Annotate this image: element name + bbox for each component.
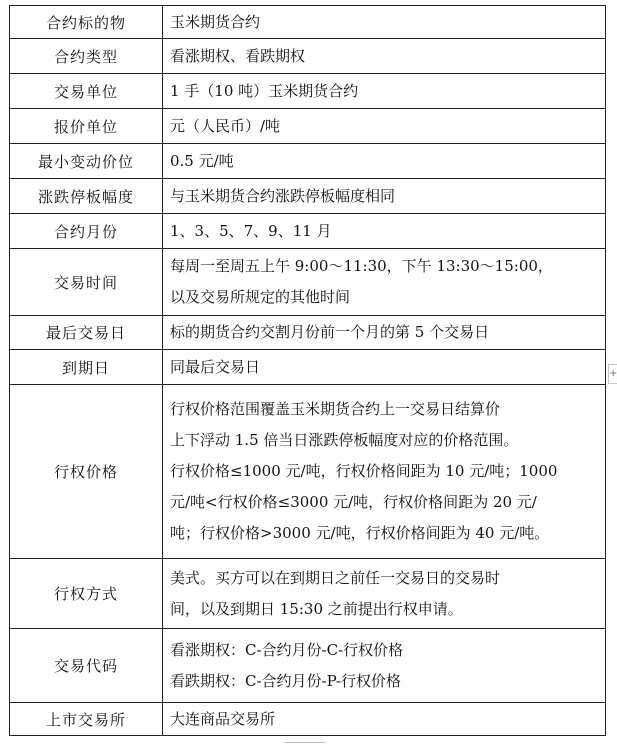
row-key: 报价单位 <box>10 109 163 144</box>
table-row <box>10 179 606 214</box>
table-row <box>10 144 606 179</box>
value-line: 玉米期货合约 <box>170 12 261 31</box>
row-value <box>163 629 606 703</box>
row-value <box>163 144 606 179</box>
table-row <box>10 39 606 74</box>
table-row <box>10 385 606 559</box>
row-key: 合约月份 <box>10 214 163 249</box>
table-row <box>10 703 606 736</box>
value-line: 吨；行权价格>3000 元/吨，行权价格间距为 40 元/吨。 <box>170 524 550 542</box>
table-row <box>10 629 606 703</box>
value-line: 0.5 元/吨 <box>170 151 234 170</box>
row-key: 到期日 <box>10 350 163 385</box>
table-row <box>10 350 606 385</box>
value-line: 元/吨<行权价格≤3000 元/吨，行权价格间距为 20 元/ <box>170 493 537 511</box>
value-line: 看涨期权、看跌期权 <box>170 46 306 65</box>
row-value <box>163 214 606 249</box>
table-row <box>10 74 606 109</box>
row-key: 最小变动价位 <box>10 144 163 179</box>
value-line: 同最后交易日 <box>170 357 261 376</box>
row-key: 合约类型 <box>10 39 163 74</box>
value-line: 1、3、5、7、9、11 月 <box>170 221 332 240</box>
row-key: 上市交易所 <box>10 703 163 736</box>
row-value <box>163 6 606 39</box>
value-line: 美式。买方可以在到期日之前任一交易日的交易时 <box>170 568 501 587</box>
value-line: 与玉米期货合约涨跌停板幅度相同 <box>170 186 396 205</box>
row-value <box>163 316 606 350</box>
row-key: 交易代码 <box>10 629 163 703</box>
value-line: 看跌期权：C-合约月份-P-行权价格 <box>170 671 401 690</box>
row-key: 行权价格 <box>10 385 163 559</box>
row-value <box>163 385 606 559</box>
value-line: 行权价格≤1000 元/吨，行权价格间距为 10 元/吨；1000 <box>170 462 558 480</box>
row-key: 最后交易日 <box>10 316 163 350</box>
row-value <box>163 249 606 316</box>
value-line: 上下浮动 1.5 倍当日涨跌停板幅度对应的价格范围。 <box>170 431 519 449</box>
row-value <box>163 559 606 629</box>
value-line: 元（人民币）/吨 <box>170 116 281 135</box>
value-line: 标的期货合约交割月份前一个月的第 5 个交易日 <box>170 323 490 341</box>
value-line: 间，以及到期日 15:30 之前提出行权申请。 <box>170 599 463 618</box>
value-line: 以及交易所规定的其他时间 <box>170 288 351 306</box>
bottom-divider <box>285 742 325 748</box>
value-line: 大连商品交易所 <box>170 709 276 728</box>
row-value <box>163 39 606 74</box>
row-key: 涨跌停板幅度 <box>10 179 163 214</box>
row-value <box>163 703 606 736</box>
contract-spec-table <box>9 5 606 736</box>
table-row <box>10 316 606 350</box>
table-row <box>10 6 606 39</box>
row-key: 交易单位 <box>10 74 163 109</box>
table-row <box>10 109 606 144</box>
row-key: 行权方式 <box>10 559 163 629</box>
row-value <box>163 179 606 214</box>
row-value <box>163 350 606 385</box>
value-line: 1 手（10 吨）玉米期货合约 <box>170 81 359 100</box>
row-key: 交易时间 <box>10 249 163 316</box>
row-value <box>163 109 606 144</box>
row-key: 合约标的物 <box>10 6 163 39</box>
table-add-row-handle[interactable]: + <box>608 364 617 384</box>
table-row <box>10 249 606 316</box>
value-line: 看涨期权：C-合约月份-C-行权价格 <box>170 640 404 659</box>
table-row <box>10 214 606 249</box>
row-value <box>163 74 606 109</box>
value-line: 行权价格范围覆盖玉米期货合约上一交易日结算价 <box>170 400 501 418</box>
value-line: 每周一至周五上午 9:00～11:30，下午 13:30～15:00， <box>170 257 553 275</box>
table-row <box>10 559 606 629</box>
